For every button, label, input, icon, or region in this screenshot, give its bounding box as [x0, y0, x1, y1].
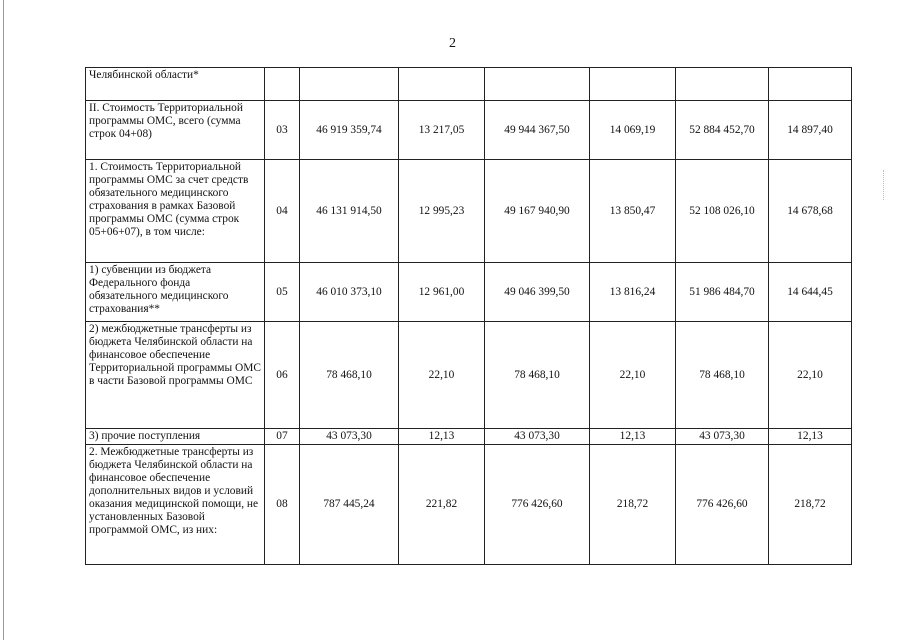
value-cell: 22,10	[590, 322, 676, 429]
value-cell: 776 426,60	[676, 445, 769, 565]
value-cell: 46 010 373,10	[300, 263, 399, 322]
table-row	[86, 68, 852, 101]
value-cell: 43 073,30	[485, 429, 590, 445]
row-code: 04	[265, 160, 300, 263]
table-row	[86, 160, 852, 263]
value-cell: 14 069,19	[590, 101, 676, 160]
page-number: 2	[449, 36, 456, 51]
scan-edge-line	[3, 0, 4, 640]
row-label: II. Стоимость Территориальной программы ОМС, всего (сумма строк 04+08)	[86, 101, 265, 160]
value-cell: 52 884 452,70	[676, 101, 769, 160]
row-label: 2. Межбюджетные трансферты из бюджета Челябинской области на финансовое обеспечение дополнительных видов и условий оказания медицинской помощи, не установленных Базовой программой ОМС, из них:	[86, 445, 265, 565]
budget-table	[85, 67, 852, 565]
value-cell: 14 897,40	[769, 101, 852, 160]
table-row	[86, 445, 852, 565]
row-code: 07	[265, 429, 300, 445]
value-cell	[769, 68, 852, 101]
scan-speck	[883, 170, 885, 200]
value-cell: 78 468,10	[485, 322, 590, 429]
table-row	[86, 101, 852, 160]
value-cell: 22,10	[399, 322, 485, 429]
row-label: 2) межбюджетные трансферты из бюджета Челябинской области на финансовое обеспечение Территориальной программы ОМС в части Базовой программы ОМС	[86, 322, 265, 429]
value-cell: 52 108 026,10	[676, 160, 769, 263]
value-cell: 14 644,45	[769, 263, 852, 322]
value-cell	[300, 68, 399, 101]
value-cell: 218,72	[590, 445, 676, 565]
value-cell: 22,10	[769, 322, 852, 429]
value-cell: 13 217,05	[399, 101, 485, 160]
value-cell: 46 131 914,50	[300, 160, 399, 263]
value-cell: 51 986 484,70	[676, 263, 769, 322]
value-cell: 12,13	[590, 429, 676, 445]
row-code: 03	[265, 101, 300, 160]
value-cell: 12 961,00	[399, 263, 485, 322]
value-cell: 13 850,47	[590, 160, 676, 263]
value-cell: 12 995,23	[399, 160, 485, 263]
value-cell: 78 468,10	[300, 322, 399, 429]
value-cell: 46 919 359,74	[300, 101, 399, 160]
value-cell	[590, 68, 676, 101]
value-cell	[676, 68, 769, 101]
value-cell: 49 046 399,50	[485, 263, 590, 322]
row-code: 05	[265, 263, 300, 322]
value-cell: 49 167 940,90	[485, 160, 590, 263]
value-cell: 43 073,30	[300, 429, 399, 445]
value-cell: 776 426,60	[485, 445, 590, 565]
row-code	[265, 68, 300, 101]
row-code: 06	[265, 322, 300, 429]
value-cell: 13 816,24	[590, 263, 676, 322]
row-label: 1. Стоимость Территориальной программы ОМС за счет средств обязательного медицинского страхования в рамках Базовой программы ОМС (сумма строк 05+06+07), в том числе:	[86, 160, 265, 263]
value-cell: 49 944 367,50	[485, 101, 590, 160]
table-row	[86, 263, 852, 322]
row-label: 3) прочие поступления	[86, 429, 265, 445]
value-cell: 43 073,30	[676, 429, 769, 445]
row-label: Челябинской области*	[86, 68, 265, 101]
value-cell: 12,13	[769, 429, 852, 445]
value-cell: 218,72	[769, 445, 852, 565]
table-row	[86, 429, 852, 445]
value-cell: 14 678,68	[769, 160, 852, 263]
value-cell: 787 445,24	[300, 445, 399, 565]
value-cell: 12,13	[399, 429, 485, 445]
row-code: 08	[265, 445, 300, 565]
value-cell	[485, 68, 590, 101]
row-label: 1) субвенции из бюджета Федерального фонда обязательного медицинского страхования**	[86, 263, 265, 322]
table-row	[86, 322, 852, 429]
value-cell: 221,82	[399, 445, 485, 565]
value-cell	[399, 68, 485, 101]
value-cell: 78 468,10	[676, 322, 769, 429]
